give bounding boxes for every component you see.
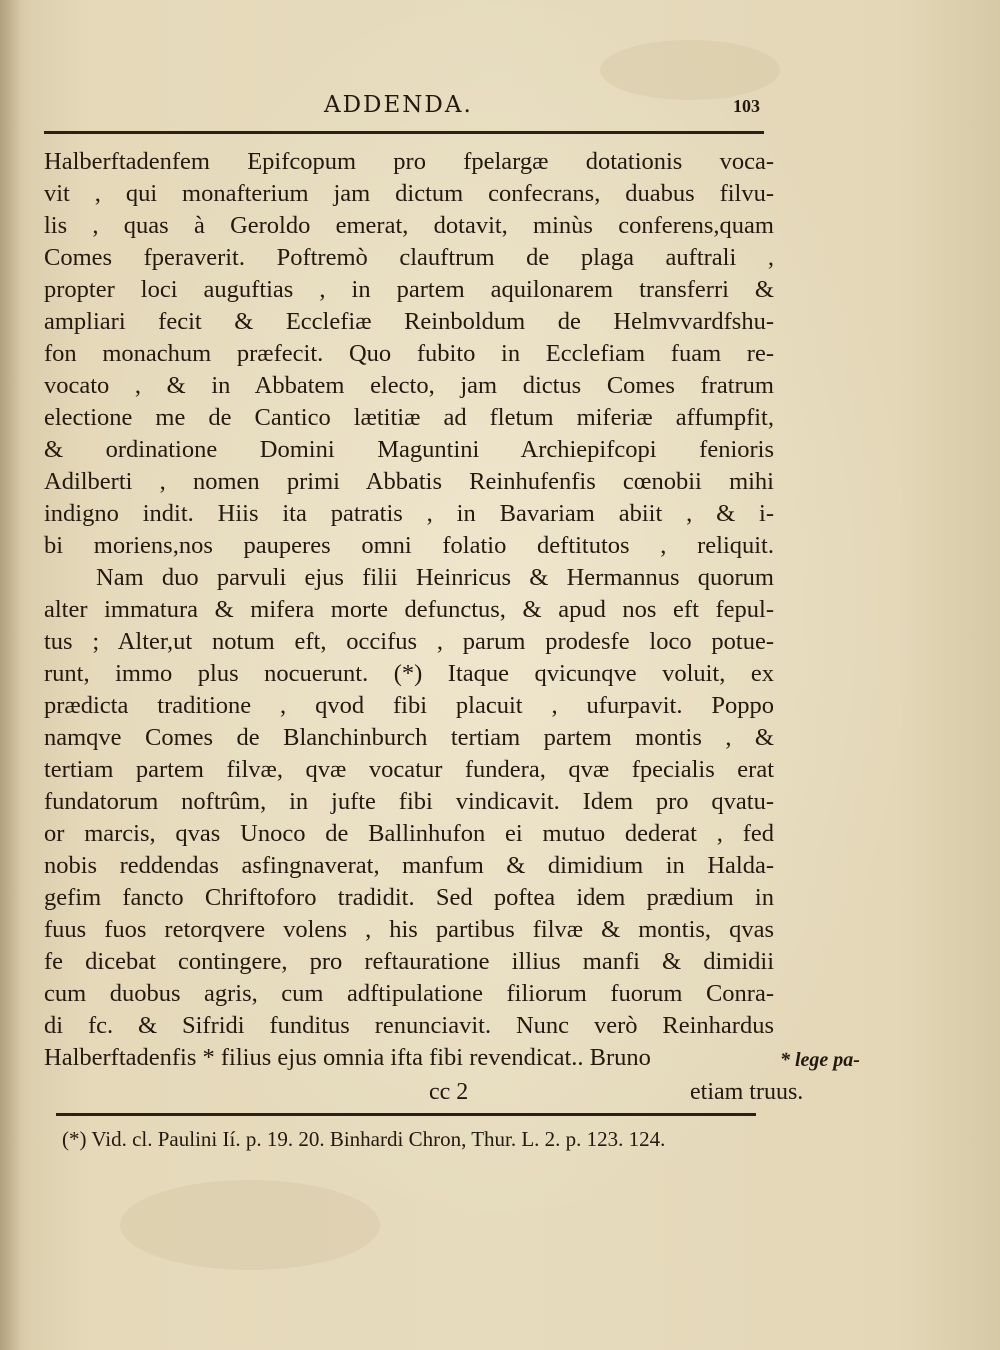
text-line: or marcis, qvas Unoco de Ballinhufon ei mutuo dederat , fed — [44, 820, 774, 847]
text-line: bi moriens,nos pauperes omni folatio deftitutos , reliquit. — [44, 532, 774, 559]
signature-mark: cc 2 — [429, 1079, 469, 1105]
text-line: tus ; Alter,ut notum eft, occifus , parum prodesfe loco potue- — [44, 628, 774, 655]
text-line: Comes fperaverit. Poftremò clauftrum de plaga auftrali , — [44, 244, 774, 271]
text-line: fundatorum noftrûm, in jufte fibi vindicavit. Idem pro qvatu- — [44, 788, 774, 815]
paper-stain — [600, 40, 780, 100]
text-line: indigno indit. Hiis ita patratis , in Bavariam abiit , & i- — [44, 500, 774, 527]
text-line: tertiam partem filvæ, qvæ vocatur fundera, qvæ fpecialis erat — [44, 756, 774, 783]
text-line: Halberftadenfem Epifcopum pro fpelargæ dotationis voca- — [44, 148, 774, 175]
page-header — [40, 92, 760, 122]
text-line: fon monachum præfecit. Quo fubito in Ecclefiam fuam re- — [44, 340, 774, 367]
text-line: lis , quas à Geroldo emerat, dotavit, minùs conferens,quam — [44, 212, 774, 239]
text-line: ampliari fecit & Ecclefiæ Reinboldum de Helmvvardfshu- — [44, 308, 774, 335]
catchword: etiam truus. — [690, 1079, 804, 1105]
text-line: prædicta traditione , qvod fibi placuit , ufurpavit. Poppo — [44, 692, 774, 719]
text-line: fe dicebat contingere, pro reftauratione illius manfi & dimidii — [44, 948, 774, 975]
text-line: cum duobus agris, cum adftipulatione filiorum fuorum Conra- — [44, 980, 774, 1007]
page-footer-marks — [44, 1079, 844, 1109]
text-line: gefim fancto Chriftoforo tradidit. Sed poftea idem prædium in — [44, 884, 774, 911]
footnote-rule — [56, 1113, 756, 1116]
page-binding-shadow — [0, 0, 22, 1350]
margin-note: * lege pa- — [780, 1049, 860, 1071]
header-rule — [44, 131, 764, 134]
text-line: Nam duo parvuli ejus filii Heinricus & Hermannus quorum — [96, 564, 774, 591]
text-line: vocato , & in Abbatem electo, jam dictus Comes fratrum — [44, 372, 774, 399]
running-head: ADDENDA. — [324, 92, 473, 118]
text-line: runt, immo plus nocuerunt. (*) Itaque qvicunqve voluit, ex — [44, 660, 774, 687]
text-line: Adilberti , nomen primi Abbatis Reinhufenfis cœnobii mihi — [44, 468, 774, 495]
text-line: alter immatura & mifera morte defunctus, & apud nos eft fepul- — [44, 596, 774, 623]
text-line: namqve Comes de Blanchinburch tertiam partem montis , & — [44, 724, 774, 751]
main-text-block — [44, 146, 774, 1074]
text-line: Halberftadenfis * filius ejus omnia ifta fibi revendicat.. Bruno — [44, 1044, 651, 1071]
text-line: di fc. & Sifridi funditus renunciavit. Nunc verò Reinhardus — [44, 1012, 774, 1039]
text-line: vit , qui monafterium jam dictum confecrans, duabus filvu- — [44, 180, 774, 207]
text-line: electione me de Cantico lætitiæ ad fletum miferiæ affumpfit, — [44, 404, 774, 431]
footnote: (*) Vid. cl. Paulini Ií. p. 19. 20. Binhardi Chron, Thur. L. 2. p. 123. 124. — [62, 1127, 666, 1151]
text-line: fuus fuos retorqvere volens , his partibus filvæ & montis, qvas — [44, 916, 774, 943]
text-line: propter loci auguftias , in partem aquilonarem transferri & — [44, 276, 774, 303]
text-line: & ordinatione Domini Maguntini Archiepifcopi fenioris — [44, 436, 774, 463]
paper-stain — [120, 1180, 380, 1270]
text-line: nobis reddendas asfingnaverat, manfum & dimidium in Halda- — [44, 852, 774, 879]
page-number: 103 — [733, 96, 760, 116]
